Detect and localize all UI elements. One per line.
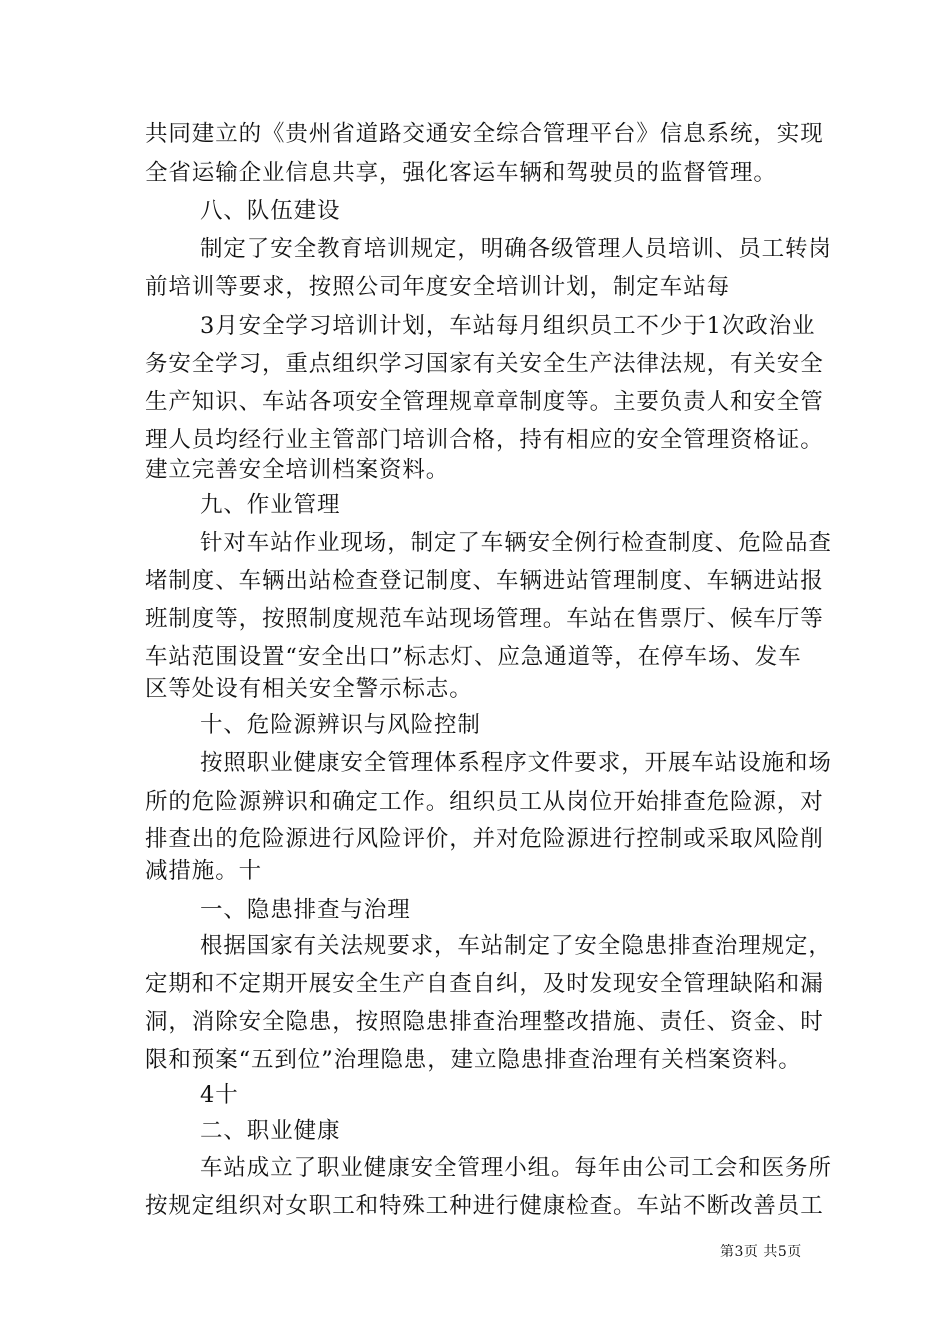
section-heading-9: 九、作业管理 [200, 492, 341, 518]
body-text-line: 按规定组织对女职工和特殊工种进行健康检查。车站不断改善员工 [145, 1193, 824, 1219]
body-text-line: 区等处设有相关安全警示标志。 [145, 676, 473, 702]
section-heading-12: 二、职业健康 [200, 1118, 341, 1144]
body-text-line: 全省运输企业信息共享，强化客运车辆和驾驶员的监督管理。 [145, 160, 777, 186]
body-text-line: 建立完善安全培训档案资料。 [145, 457, 450, 483]
body-text-line: 制定了安全教育培训规定，明确各级管理人员培训、员工转岗 [200, 236, 832, 262]
body-text-line: 根据国家有关法规要求，车站制定了安全隐患排查治理规定， [200, 933, 832, 959]
body-text-line: 生产知识、车站各项安全管理规章章制度等。主要负责人和安全管 [145, 389, 824, 415]
body-text-line: 理人员均经行业主管部门培训合格，持有相应的安全管理资格证。 [145, 427, 824, 453]
body-text-line: 定期和不定期开展安全生产自查自纠，及时发现安全管理缺陷和漏 [145, 971, 824, 997]
section-heading-8: 八、队伍建设 [200, 198, 341, 224]
body-text-line: 洞，消除安全隐患，按照隐患排查治理整改措施、责任、资金、时 [145, 1009, 824, 1035]
body-text-line: 减措施。十 [145, 858, 263, 884]
body-text-line: 务安全学习，重点组织学习国家有关安全生产法律法规，有关安全 [145, 351, 824, 377]
page-number-fragment: 4十 [200, 1082, 239, 1108]
page-footer: 第3页 共5页 [720, 1244, 802, 1260]
body-text-line: 堵制度、车辆出站检查登记制度、车辆进站管理制度、车辆进站报 [145, 568, 824, 594]
body-text-line: 车站成立了职业健康安全管理小组。每年由公司工会和医务所 [200, 1155, 832, 1181]
section-heading-10: 十、危险源辨识与风险控制 [200, 712, 481, 738]
body-text-line: 车站范围设置“安全出口”标志灯、应急通道等，在停车场、发车 [145, 644, 802, 670]
body-text-line: 排查出的危险源进行风险评价，并对危险源进行控制或采取风险削 [145, 826, 824, 852]
body-text-line: 班制度等，按照制度规范车站现场管理。车站在售票厅、候车厅等 [145, 606, 824, 632]
body-text-line: 所的危险源辨识和确定工作。组织员工从岗位开始排查危险源，对 [145, 789, 824, 815]
body-text-line: 共同建立的《贵州省道路交通安全综合管理平台》信息系统，实现 [145, 121, 824, 147]
body-text-line: 前培训等要求，按照公司年度安全培训计划，制定车站每 [145, 274, 731, 300]
body-text-line: 3月安全学习培训计划，车站每月组织员工不少于1次政治业 [200, 313, 816, 339]
body-text-line: 按照职业健康安全管理体系程序文件要求，开展车站设施和场 [200, 750, 832, 776]
section-heading-11: 一、隐患排查与治理 [200, 897, 411, 923]
body-text-line: 针对车站作业现场，制定了车辆安全例行检查制度、危险品查 [200, 530, 832, 556]
body-text-line: 限和预案“五到位”治理隐患，建立隐患排查治理有关档案资料。 [145, 1047, 802, 1073]
